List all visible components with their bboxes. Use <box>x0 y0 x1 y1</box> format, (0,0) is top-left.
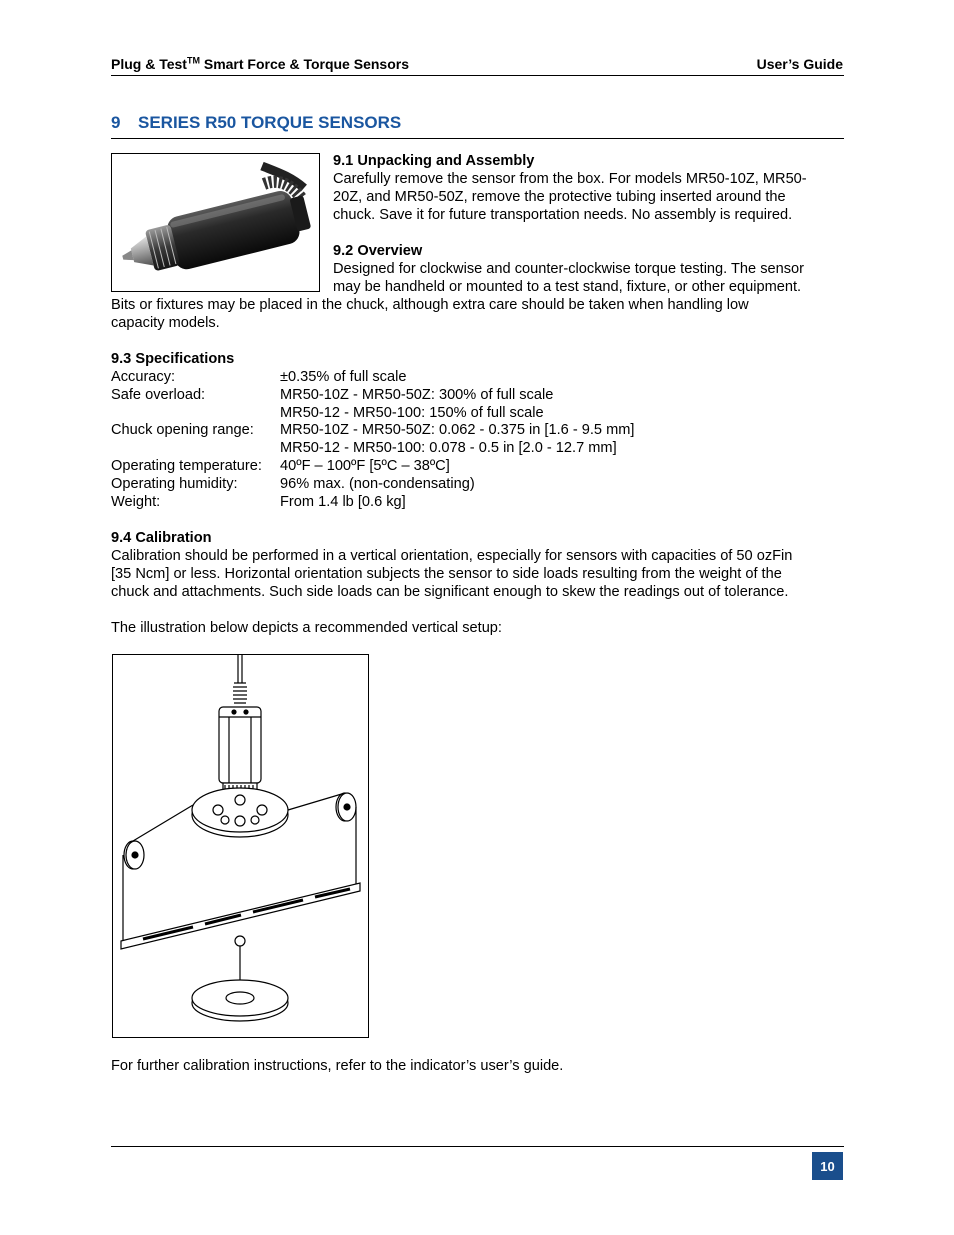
section-title: 9 SERIES R50 TORQUE SENSORS <box>111 113 402 132</box>
spec-value-accuracy: ±0.35% of full scale <box>280 369 407 385</box>
spec-value-weight: From 1.4 lb [0.6 kg] <box>280 494 406 510</box>
overview-line-1: Designed for clockwise and counter-clockwise torque testing. The sensor <box>333 261 805 277</box>
spec-value-operating-humidity: 96% max. (non-condensating) <box>280 476 475 492</box>
spec-value-safe-overload-2: MR50-12 - MR50-100: 150% of full scale <box>280 405 544 421</box>
unpacking-heading: 9.1 Unpacking and Assembly <box>333 153 535 169</box>
calibration-line-3: chuck and attachments. Such side loads can be significant enough to skew the readings out of tolerance. <box>111 584 789 600</box>
spec-label-safe-overload: Safe overload: <box>111 387 206 403</box>
sensor-photo <box>111 153 320 292</box>
spec-value-chuck-opening-1: MR50-10Z - MR50-50Z: 0.062 - 0.375 in [1.6 - 9.5 mm] <box>280 422 635 438</box>
overview-line-3: Bits or fixtures may be placed in the chuck, although extra care should be taken when handling low <box>111 297 749 313</box>
calibration-setup-illustration <box>112 654 369 1038</box>
further-instructions: For further calibration instructions, refer to the indicator’s user’s guide. <box>111 1058 564 1074</box>
overview-line-2: may be handheld or mounted to a test stand, fixture, or other equipment. <box>333 279 802 295</box>
spec-label-operating-humidity: Operating humidity: <box>111 476 238 492</box>
spec-label-accuracy: Accuracy: <box>111 369 176 385</box>
unpacking-line-1: Carefully remove the sensor from the box. For models MR50-10Z, MR50- <box>333 171 807 187</box>
unpacking-line-2: 20Z, and MR50-50Z, remove the protective tubing inserted around the <box>333 189 786 205</box>
document-header-title: Plug & Test™ Smart Force & Torque Sensors <box>111 55 409 72</box>
calibration-heading: 9.4 Calibration <box>111 530 212 546</box>
spec-value-safe-overload-1: MR50-10Z - MR50-50Z: 300% of full scale <box>280 387 554 403</box>
spec-value-operating-temperature: 40ºF – 100ºF [5ºC – 38ºC] <box>280 458 450 474</box>
footer-rule <box>111 1146 844 1147</box>
calibration-line-2: [35 Ncm] or less. Horizontal orientation subjects the sensor to side loads resulting from the weight of the <box>111 566 782 582</box>
document-header-guide: User’s Guide <box>756 56 843 72</box>
section-rule <box>111 138 844 139</box>
spec-label-chuck-opening: Chuck opening range: <box>111 422 254 438</box>
illustration-intro: The illustration below depicts a recommended vertical setup: <box>111 620 502 636</box>
calibration-line-1: Calibration should be performed in a vertical orientation, especially for sensors with capacities of 50 ozFin <box>111 548 793 564</box>
spec-value-chuck-opening-2: MR50-12 - MR50-100: 0.078 - 0.5 in [2.0 - 12.7 mm] <box>280 440 617 456</box>
unpacking-line-3: chuck. Save it for future transportation needs. No assembly is required. <box>333 207 793 223</box>
overview-line-4: capacity models. <box>111 315 220 331</box>
page-number-badge: 10 <box>812 1152 843 1180</box>
spec-label-weight: Weight: <box>111 494 161 510</box>
overview-heading: 9.2 Overview <box>333 243 423 259</box>
specifications-heading: 9.3 Specifications <box>111 351 235 367</box>
spec-label-operating-temperature: Operating temperature: <box>111 458 262 474</box>
header-rule <box>111 75 844 76</box>
